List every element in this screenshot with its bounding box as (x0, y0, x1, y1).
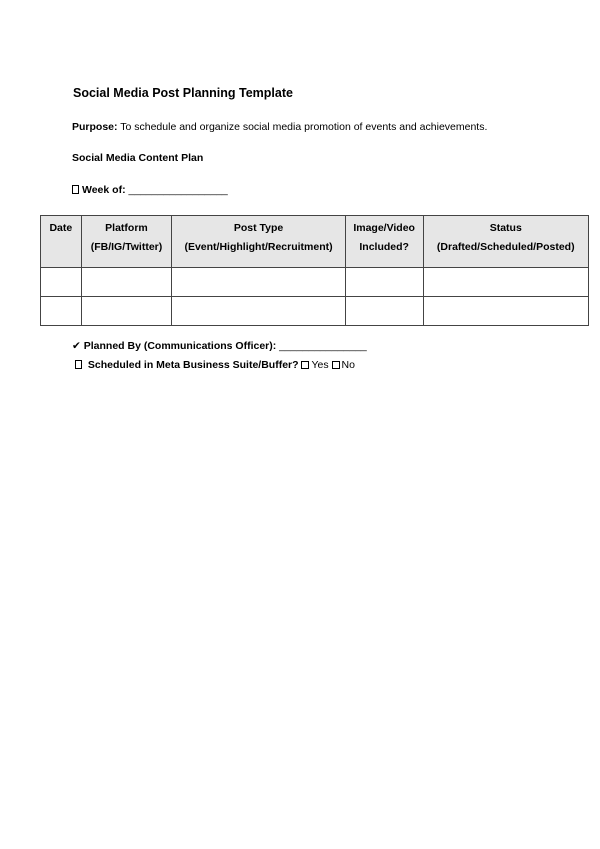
header-line2: (Drafted/Scheduled/Posted) (436, 241, 575, 253)
table-cell[interactable] (172, 297, 346, 326)
table-row (41, 268, 589, 297)
checkmark-icon: ✔ (72, 340, 81, 352)
planned-by-label: Planned By (Communications Officer): (80, 340, 277, 352)
table-cell[interactable] (423, 297, 589, 326)
header-platform (81, 216, 172, 268)
planned-by-blank[interactable]: _______________ (276, 340, 367, 352)
header-line1: Date (49, 222, 73, 234)
header-image-video (345, 216, 423, 268)
scheduled-question: Scheduled in Meta Business Suite/Buffer? (87, 359, 299, 371)
table-cell[interactable] (81, 297, 172, 326)
document-title: Social Media Post Planning Template (73, 86, 293, 100)
header-line2: (Event/Highlight/Recruitment) (184, 241, 333, 253)
section-heading: Social Media Content Plan (72, 152, 204, 164)
purpose-label: Purpose: (72, 121, 118, 133)
header-line1: Post Type (233, 222, 284, 234)
checkbox-icon (75, 360, 82, 369)
purpose-text: To schedule and organize social media promotion of events and achievements. (117, 121, 488, 133)
table-header-row (41, 216, 589, 268)
header-line2: (FB/IG/Twitter) (90, 241, 163, 253)
header-status (423, 216, 589, 268)
header-line1: Image/Video (353, 222, 415, 234)
content-plan-table (40, 215, 589, 326)
table-cell[interactable] (345, 268, 423, 297)
header-line1: Status (489, 222, 522, 234)
header-date (41, 216, 82, 268)
week-of-line (72, 184, 228, 196)
week-of-label: Week of: (82, 184, 126, 196)
header-line1: Platform (105, 222, 148, 234)
table-cell[interactable] (172, 268, 346, 297)
checkbox-icon (72, 185, 79, 194)
planned-by-line (72, 340, 367, 352)
table-cell[interactable] (345, 297, 423, 326)
table-cell[interactable] (81, 268, 172, 297)
purpose-line (72, 121, 487, 133)
no-label: No (341, 359, 355, 371)
yes-label: Yes (311, 359, 329, 371)
table-cell[interactable] (41, 297, 82, 326)
table-cell[interactable] (41, 268, 82, 297)
table-row (41, 297, 589, 326)
no-checkbox[interactable] (332, 361, 340, 369)
table-cell[interactable] (423, 268, 589, 297)
week-of-blank[interactable]: _________________ (125, 184, 228, 196)
header-line2: Included? (359, 241, 409, 253)
scheduled-line (75, 359, 355, 371)
header-post-type (172, 216, 346, 268)
yes-checkbox[interactable] (301, 361, 309, 369)
